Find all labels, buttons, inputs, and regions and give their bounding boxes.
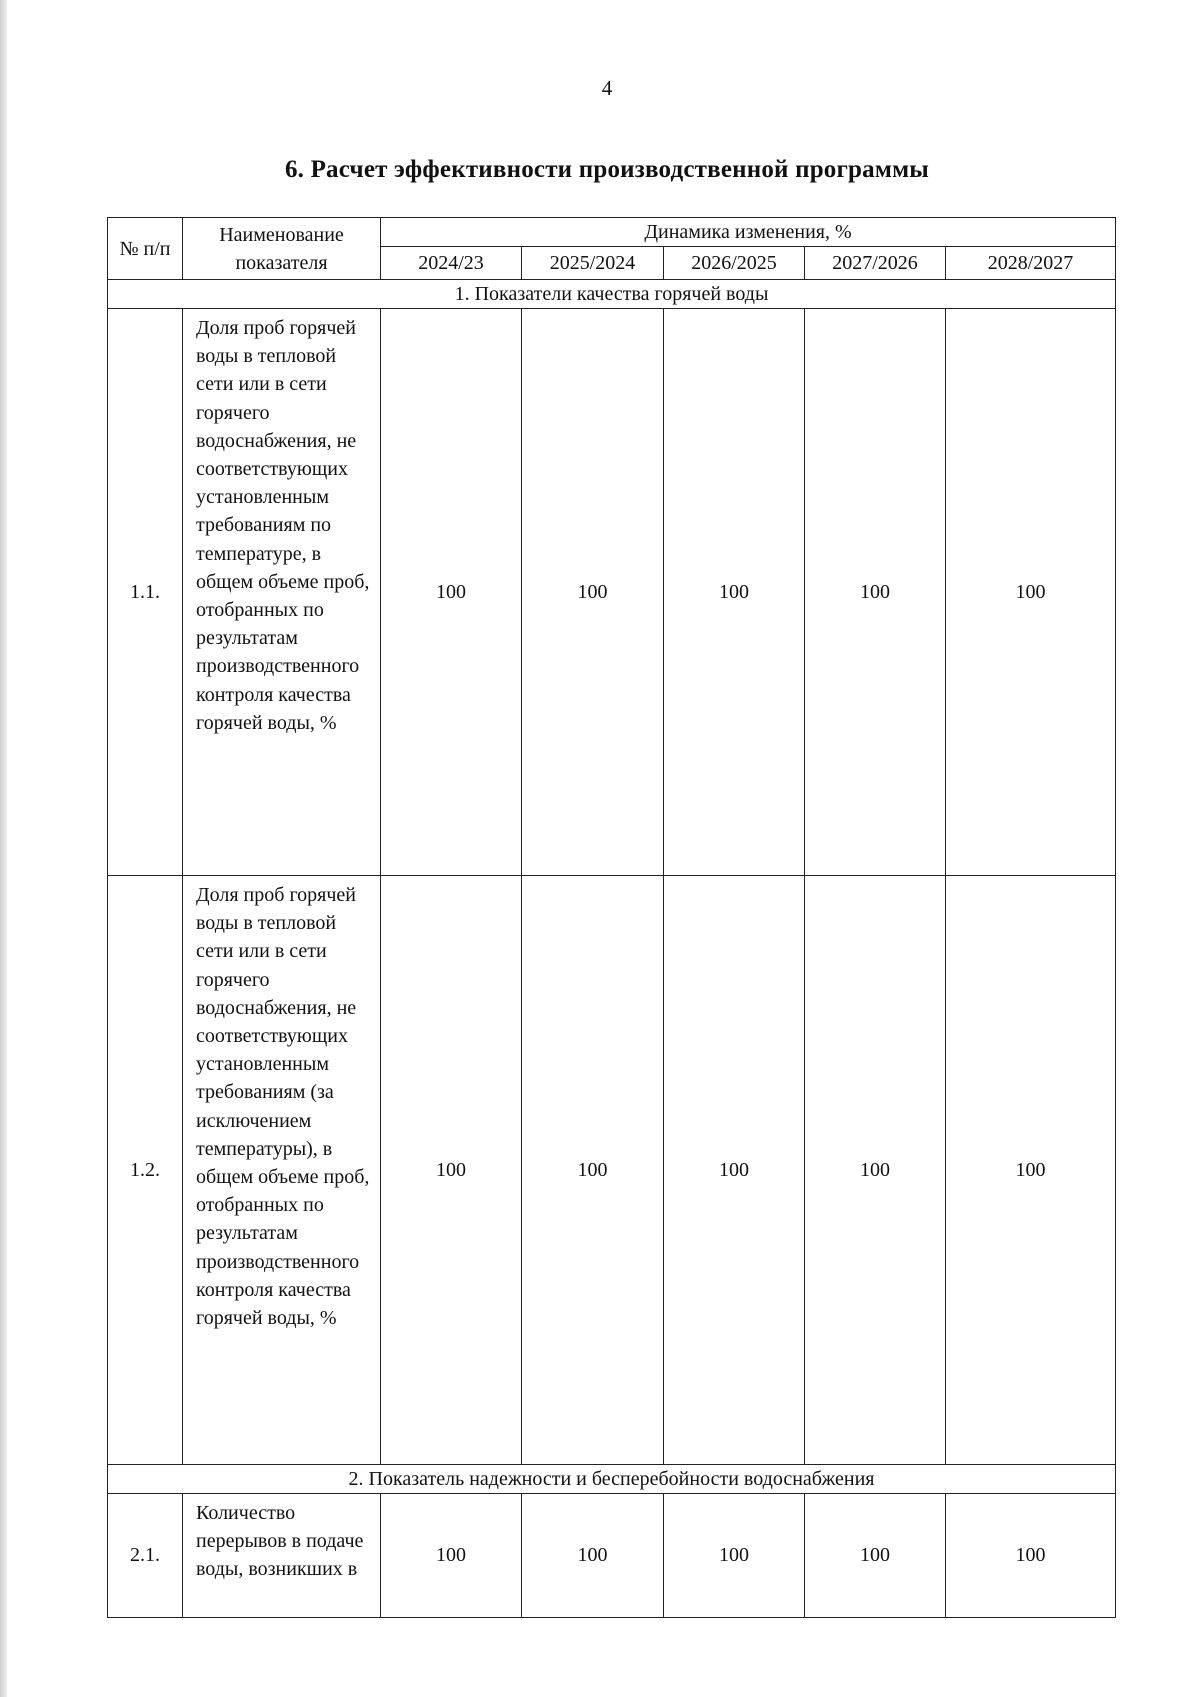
header-num: № п/п: [108, 218, 183, 280]
row-value: 100: [381, 876, 522, 1465]
table-row: [108, 876, 1116, 1465]
header-year: 2027/2026: [805, 247, 946, 280]
row-value: 100: [522, 1494, 664, 1618]
row-indicator-name: Доля проб горячей воды в тепловой сети или в сети горячего водоснабжения, не соответствующих установленным требованиям по температуре, в общем объеме проб, отобранных по результатам производственного контроля качества горячей воды, %: [183, 309, 381, 876]
row-value: 100: [805, 309, 946, 876]
row-number: 1.1.: [108, 309, 183, 876]
header-year: 2024/23: [381, 247, 522, 280]
header-year: 2028/2027: [946, 247, 1116, 280]
row-number: 2.1.: [108, 1494, 183, 1618]
row-value: 100: [522, 309, 664, 876]
row-number: 1.2.: [108, 876, 183, 1465]
row-value: 100: [381, 309, 522, 876]
row-value: 100: [664, 1494, 805, 1618]
row-value: 100: [664, 876, 805, 1465]
row-value: 100: [522, 876, 664, 1465]
table-row: [108, 309, 1116, 876]
section-title: 6. Расчет эффективности производственной программы: [284, 156, 930, 183]
row-value: 100: [805, 876, 946, 1465]
row-value: 100: [946, 309, 1116, 876]
table-row: [108, 1494, 1116, 1618]
group-title: 1. Показатели качества горячей воды: [108, 280, 1116, 309]
header-year: 2025/2024: [522, 247, 664, 280]
row-indicator-name-text: Количество перерывов в подаче воды, возникших в: [196, 1502, 364, 1581]
header-year: 2026/2025: [664, 247, 805, 280]
row-value: 100: [946, 876, 1116, 1465]
row-indicator-name: Доля проб горячей воды в тепловой сети или в сети горячего водоснабжения, не соответствующих установленным требованиям (за исключением температуры), в общем объеме проб, отобранных по результатам производственного контроля качества горячей воды, %: [183, 876, 381, 1465]
row-value: 100: [946, 1494, 1116, 1618]
group-title: 2. Показатель надежности и бесперебойности водоснабжения: [108, 1465, 1116, 1494]
efficiency-table: [107, 217, 1116, 1618]
row-value: 100: [664, 309, 805, 876]
group-header-row: [108, 1465, 1116, 1494]
page-number: 4: [601, 76, 613, 100]
group-header-row: [108, 280, 1116, 309]
header-name: Наименование показателя: [183, 218, 381, 280]
row-indicator-name: [183, 1494, 381, 1618]
header-dynamics: Динамика изменения, %: [381, 218, 1116, 247]
row-value: 100: [381, 1494, 522, 1618]
header-row-top: [108, 218, 1116, 247]
row-value: 100: [805, 1494, 946, 1618]
scan-edge: [0, 0, 7, 1697]
